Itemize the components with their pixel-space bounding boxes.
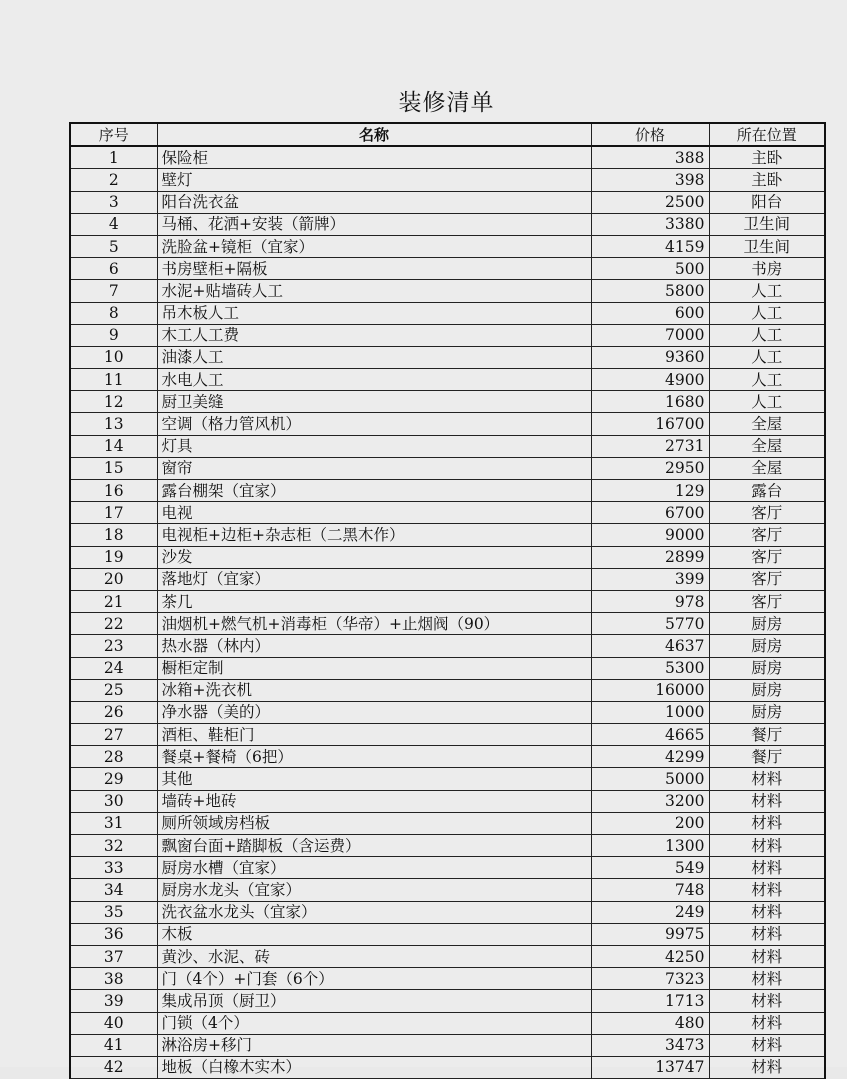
item-name-cell: 马桶、花洒+安装（箭牌） — [157, 213, 591, 235]
location-cell: 材料 — [709, 768, 825, 790]
table-row — [70, 457, 825, 479]
price-cell: 398 — [591, 169, 709, 191]
item-name-cell: 茶几 — [157, 590, 591, 612]
price-cell: 2731 — [591, 435, 709, 457]
item-name-cell: 木工人工费 — [157, 324, 591, 346]
table-row — [70, 1034, 825, 1056]
table-row — [70, 169, 825, 191]
header-row — [70, 123, 825, 146]
location-cell: 厨房 — [709, 701, 825, 723]
item-name-cell: 飘窗台面+踏脚板（含运费） — [157, 835, 591, 857]
renovation-list-table — [69, 122, 826, 1079]
item-name-cell: 热水器（林内） — [157, 635, 591, 657]
row-number-cell: 23 — [70, 635, 157, 657]
row-number-cell: 34 — [70, 879, 157, 901]
table-row — [70, 968, 825, 990]
row-number-cell: 40 — [70, 1012, 157, 1034]
item-name-cell: 油漆人工 — [157, 346, 591, 368]
location-cell: 主卧 — [709, 146, 825, 169]
item-name-cell: 洗衣盆水龙头（宜家） — [157, 901, 591, 923]
price-cell: 500 — [591, 258, 709, 280]
table-row — [70, 369, 825, 391]
table-row — [70, 724, 825, 746]
row-number-cell: 41 — [70, 1034, 157, 1056]
row-number-cell: 20 — [70, 568, 157, 590]
item-name-cell: 电视柜+边柜+杂志柜（二黑木作） — [157, 524, 591, 546]
location-cell: 人工 — [709, 369, 825, 391]
item-name-cell: 酒柜、鞋柜门 — [157, 724, 591, 746]
price-cell: 549 — [591, 857, 709, 879]
price-cell: 2950 — [591, 457, 709, 479]
location-cell: 材料 — [709, 990, 825, 1012]
location-cell: 材料 — [709, 879, 825, 901]
location-cell: 材料 — [709, 1034, 825, 1056]
item-name-cell: 净水器（美的） — [157, 701, 591, 723]
location-cell: 材料 — [709, 923, 825, 945]
row-number-cell: 22 — [70, 613, 157, 635]
table-row — [70, 258, 825, 280]
table-row — [70, 679, 825, 701]
row-number-cell: 42 — [70, 1056, 157, 1078]
item-name-cell: 厨房水龙头（宜家） — [157, 879, 591, 901]
location-cell: 厨房 — [709, 635, 825, 657]
row-number-cell: 3 — [70, 191, 157, 213]
item-name-cell: 水电人工 — [157, 369, 591, 391]
location-cell: 材料 — [709, 945, 825, 967]
document-title: 装修清单 — [398, 90, 495, 116]
location-cell: 客厅 — [709, 568, 825, 590]
location-cell: 书房 — [709, 258, 825, 280]
price-cell: 2500 — [591, 191, 709, 213]
row-number-cell: 13 — [70, 413, 157, 435]
price-cell: 2899 — [591, 546, 709, 568]
row-number-cell: 35 — [70, 901, 157, 923]
table-row — [70, 790, 825, 812]
price-cell: 200 — [591, 812, 709, 834]
table-row — [70, 146, 825, 169]
row-number-cell: 4 — [70, 213, 157, 235]
row-number-cell: 24 — [70, 657, 157, 679]
row-number-cell: 16 — [70, 480, 157, 502]
item-name-cell: 空调（格力管风机） — [157, 413, 591, 435]
price-cell: 4637 — [591, 635, 709, 657]
price-cell: 1680 — [591, 391, 709, 413]
location-cell: 材料 — [709, 857, 825, 879]
item-name-cell: 其他 — [157, 768, 591, 790]
price-cell: 480 — [591, 1012, 709, 1034]
item-name-cell: 书房壁柜+隔板 — [157, 258, 591, 280]
row-number-cell: 32 — [70, 835, 157, 857]
price-cell: 1300 — [591, 835, 709, 857]
item-name-cell: 门锁（4个） — [157, 1012, 591, 1034]
location-cell: 客厅 — [709, 546, 825, 568]
price-cell: 5770 — [591, 613, 709, 635]
price-cell: 7323 — [591, 968, 709, 990]
location-cell: 露台 — [709, 480, 825, 502]
row-number-cell: 12 — [70, 391, 157, 413]
location-cell: 餐厅 — [709, 724, 825, 746]
location-cell: 厨房 — [709, 613, 825, 635]
price-cell: 7000 — [591, 324, 709, 346]
item-name-cell: 水泥+贴墙砖人工 — [157, 280, 591, 302]
price-cell: 5300 — [591, 657, 709, 679]
price-cell: 13747 — [591, 1056, 709, 1078]
table-row — [70, 879, 825, 901]
table-row — [70, 524, 825, 546]
header-name: 名称 — [157, 123, 591, 146]
row-number-cell: 5 — [70, 235, 157, 257]
location-cell: 阳台 — [709, 191, 825, 213]
table-row — [70, 945, 825, 967]
row-number-cell: 29 — [70, 768, 157, 790]
item-name-cell: 保险柜 — [157, 146, 591, 169]
row-number-cell: 18 — [70, 524, 157, 546]
row-number-cell: 39 — [70, 990, 157, 1012]
table-row — [70, 1056, 825, 1078]
location-cell: 卫生间 — [709, 235, 825, 257]
price-cell: 4250 — [591, 945, 709, 967]
row-number-cell: 26 — [70, 701, 157, 723]
location-cell: 主卧 — [709, 169, 825, 191]
item-name-cell: 窗帘 — [157, 457, 591, 479]
row-number-cell: 17 — [70, 502, 157, 524]
price-cell: 249 — [591, 901, 709, 923]
price-cell: 9000 — [591, 524, 709, 546]
table-row — [70, 768, 825, 790]
item-name-cell: 露台棚架（宜家） — [157, 480, 591, 502]
header-no: 序号 — [70, 123, 157, 146]
item-name-cell: 厨房水槽（宜家） — [157, 857, 591, 879]
location-cell: 全屋 — [709, 435, 825, 457]
row-number-cell: 36 — [70, 923, 157, 945]
table-row — [70, 235, 825, 257]
table-row — [70, 213, 825, 235]
item-name-cell: 厕所领域房档板 — [157, 812, 591, 834]
item-name-cell: 冰箱+洗衣机 — [157, 679, 591, 701]
price-cell: 1000 — [591, 701, 709, 723]
location-cell: 人工 — [709, 391, 825, 413]
row-number-cell: 11 — [70, 369, 157, 391]
header-location: 所在位置 — [709, 123, 825, 146]
item-name-cell: 集成吊顶（厨卫） — [157, 990, 591, 1012]
item-name-cell: 黄沙、水泥、砖 — [157, 945, 591, 967]
row-number-cell: 27 — [70, 724, 157, 746]
location-cell: 人工 — [709, 280, 825, 302]
item-name-cell: 餐桌+餐椅（6把） — [157, 746, 591, 768]
row-number-cell: 33 — [70, 857, 157, 879]
price-cell: 388 — [591, 146, 709, 169]
location-cell: 人工 — [709, 346, 825, 368]
row-number-cell: 37 — [70, 945, 157, 967]
row-number-cell: 7 — [70, 280, 157, 302]
row-number-cell: 30 — [70, 790, 157, 812]
table-row — [70, 835, 825, 857]
price-cell: 3473 — [591, 1034, 709, 1056]
price-cell: 129 — [591, 480, 709, 502]
location-cell: 厨房 — [709, 679, 825, 701]
row-number-cell: 10 — [70, 346, 157, 368]
location-cell: 材料 — [709, 835, 825, 857]
location-cell: 材料 — [709, 1056, 825, 1078]
location-cell: 人工 — [709, 324, 825, 346]
price-cell: 3380 — [591, 213, 709, 235]
row-number-cell: 19 — [70, 546, 157, 568]
price-cell: 4900 — [591, 369, 709, 391]
price-cell: 9360 — [591, 346, 709, 368]
table-row — [70, 413, 825, 435]
table-row — [70, 701, 825, 723]
location-cell: 全屋 — [709, 413, 825, 435]
table-row — [70, 346, 825, 368]
item-name-cell: 落地灯（宜家） — [157, 568, 591, 590]
location-cell: 材料 — [709, 812, 825, 834]
price-cell: 1713 — [591, 990, 709, 1012]
price-cell: 748 — [591, 879, 709, 901]
item-name-cell: 阳台洗衣盆 — [157, 191, 591, 213]
row-number-cell: 25 — [70, 679, 157, 701]
price-cell: 16700 — [591, 413, 709, 435]
price-cell: 5800 — [591, 280, 709, 302]
location-cell: 餐厅 — [709, 746, 825, 768]
row-number-cell: 14 — [70, 435, 157, 457]
table-row — [70, 657, 825, 679]
price-cell: 16000 — [591, 679, 709, 701]
item-name-cell: 木板 — [157, 923, 591, 945]
table-row — [70, 302, 825, 324]
table-row — [70, 568, 825, 590]
item-name-cell: 地板（白橡木实木） — [157, 1056, 591, 1078]
item-name-cell: 沙发 — [157, 546, 591, 568]
item-name-cell: 油烟机+燃气机+消毒柜（华帝）+止烟阀（90） — [157, 613, 591, 635]
row-number-cell: 6 — [70, 258, 157, 280]
table-row — [70, 546, 825, 568]
price-cell: 600 — [591, 302, 709, 324]
item-name-cell: 洗脸盆+镜柜（宜家） — [157, 235, 591, 257]
table-row — [70, 812, 825, 834]
table-row — [70, 613, 825, 635]
price-cell: 9975 — [591, 923, 709, 945]
price-cell: 4159 — [591, 235, 709, 257]
item-name-cell: 淋浴房+移门 — [157, 1034, 591, 1056]
location-cell: 人工 — [709, 302, 825, 324]
item-name-cell: 壁灯 — [157, 169, 591, 191]
price-cell: 978 — [591, 590, 709, 612]
row-number-cell: 2 — [70, 169, 157, 191]
price-cell: 4299 — [591, 746, 709, 768]
item-name-cell: 墙砖+地砖 — [157, 790, 591, 812]
row-number-cell: 9 — [70, 324, 157, 346]
row-number-cell: 15 — [70, 457, 157, 479]
location-cell: 卫生间 — [709, 213, 825, 235]
table-row — [70, 857, 825, 879]
item-name-cell: 橱柜定制 — [157, 657, 591, 679]
price-cell: 3200 — [591, 790, 709, 812]
item-name-cell: 门（4个）+门套（6个） — [157, 968, 591, 990]
table-row — [70, 923, 825, 945]
location-cell: 客厅 — [709, 502, 825, 524]
item-name-cell: 灯具 — [157, 435, 591, 457]
header-price: 价格 — [591, 123, 709, 146]
table-body — [70, 146, 825, 1078]
row-number-cell: 21 — [70, 590, 157, 612]
row-number-cell: 28 — [70, 746, 157, 768]
table-row — [70, 324, 825, 346]
location-cell: 材料 — [709, 901, 825, 923]
item-name-cell: 电视 — [157, 502, 591, 524]
table-row — [70, 901, 825, 923]
item-name-cell: 吊木板人工 — [157, 302, 591, 324]
table-row — [70, 635, 825, 657]
price-cell: 399 — [591, 568, 709, 590]
location-cell: 全屋 — [709, 457, 825, 479]
location-cell: 材料 — [709, 1012, 825, 1034]
row-number-cell: 31 — [70, 812, 157, 834]
table-row — [70, 480, 825, 502]
table-row — [70, 1012, 825, 1034]
price-cell: 5000 — [591, 768, 709, 790]
location-cell: 厨房 — [709, 657, 825, 679]
row-number-cell: 1 — [70, 146, 157, 169]
table-row — [70, 191, 825, 213]
table-row — [70, 391, 825, 413]
location-cell: 材料 — [709, 968, 825, 990]
location-cell: 材料 — [709, 790, 825, 812]
location-cell: 客厅 — [709, 524, 825, 546]
table-row — [70, 746, 825, 768]
row-number-cell: 38 — [70, 968, 157, 990]
item-name-cell: 厨卫美缝 — [157, 391, 591, 413]
row-number-cell: 8 — [70, 302, 157, 324]
table-row — [70, 435, 825, 457]
table-row — [70, 990, 825, 1012]
table-row — [70, 590, 825, 612]
table-row — [70, 502, 825, 524]
table-row — [70, 280, 825, 302]
price-cell: 6700 — [591, 502, 709, 524]
price-cell: 4665 — [591, 724, 709, 746]
location-cell: 客厅 — [709, 590, 825, 612]
